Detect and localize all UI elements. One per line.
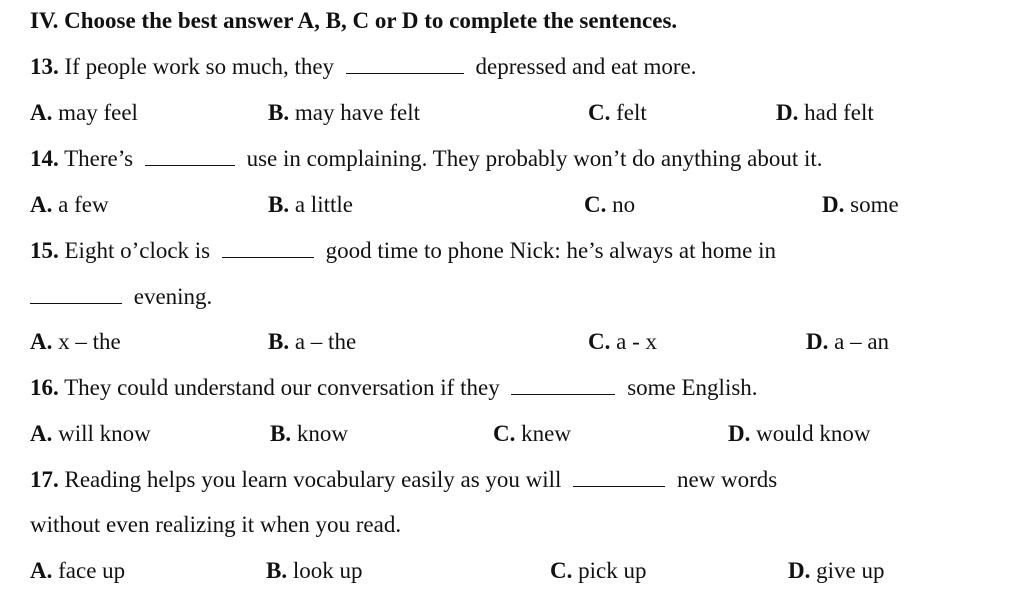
option-14-d[interactable] <box>822 190 899 220</box>
question-number: 15. <box>30 238 59 263</box>
option-14-b[interactable] <box>268 190 353 220</box>
option-text: some <box>850 192 899 217</box>
option-letter: A. <box>30 100 53 125</box>
option-15-b[interactable] <box>268 327 356 357</box>
option-text: pick up <box>578 558 647 583</box>
option-text: knew <box>521 421 571 446</box>
option-letter: B. <box>268 329 290 354</box>
option-text: give up <box>816 558 885 583</box>
question-14 <box>30 144 823 174</box>
option-15-a[interactable] <box>30 327 121 357</box>
question-number: 17. <box>30 467 59 492</box>
question-15-line-2 <box>30 282 212 312</box>
option-13-d[interactable] <box>776 98 874 128</box>
question-text: Reading helps you learn vocabulary easily as you will <box>64 467 562 492</box>
option-letter: B. <box>268 192 290 217</box>
option-letter: D. <box>806 329 829 354</box>
option-letter: D. <box>776 100 799 125</box>
answer-blank <box>346 55 464 74</box>
option-text: a little <box>294 192 353 217</box>
option-text: may feel <box>58 100 138 125</box>
option-letter: C. <box>493 421 516 446</box>
option-letter: A. <box>30 558 53 583</box>
question-number: 14. <box>30 146 59 171</box>
option-17-d[interactable] <box>788 556 884 586</box>
option-14-a[interactable] <box>30 190 109 220</box>
answer-blank <box>145 147 235 166</box>
option-14-c[interactable] <box>584 190 635 220</box>
question-17-line-2: without even realizing it when you read. <box>30 512 402 537</box>
question-text: good time to phone Nick: he’s always at home in <box>325 238 776 263</box>
question-text: some English. <box>627 375 758 400</box>
option-text: felt <box>616 100 647 125</box>
option-text: look up <box>292 558 363 583</box>
question-text: evening. <box>133 284 213 309</box>
option-letter: D. <box>788 558 811 583</box>
option-letter: C. <box>588 100 611 125</box>
option-text: a – an <box>834 329 890 354</box>
question-text: new words <box>676 467 778 492</box>
option-letter: D. <box>728 421 751 446</box>
option-text: will know <box>58 421 151 446</box>
question-text: Eight o’clock is <box>64 238 211 263</box>
section-heading: IV. Choose the best answer A, B, C or D to complete the sentences. <box>30 8 678 33</box>
answer-blank <box>222 239 314 258</box>
answer-blank <box>30 285 122 304</box>
option-15-c[interactable] <box>588 327 657 357</box>
option-letter: A. <box>30 421 53 446</box>
option-13-b[interactable] <box>268 98 420 128</box>
option-letter: A. <box>30 192 53 217</box>
option-16-c[interactable] <box>493 419 571 449</box>
option-letter: B. <box>268 100 290 125</box>
option-text: a – the <box>294 329 357 354</box>
option-16-b[interactable] <box>270 419 348 449</box>
option-text: a few <box>58 192 109 217</box>
option-16-d[interactable] <box>728 419 871 449</box>
option-text: may have felt <box>294 100 421 125</box>
option-13-c[interactable] <box>588 98 647 128</box>
option-17-a[interactable] <box>30 556 125 586</box>
option-text: x – the <box>58 329 121 354</box>
question-text: If people work so much, they <box>64 54 335 79</box>
question-text: They could understand our conversation if they <box>64 375 500 400</box>
option-13-a[interactable] <box>30 98 138 128</box>
question-number: 16. <box>30 375 59 400</box>
option-letter: C. <box>584 192 607 217</box>
question-text: depressed and eat more. <box>475 54 697 79</box>
option-text: know <box>296 421 348 446</box>
question-text: use in complaining. They probably won’t do anything about it. <box>246 146 823 171</box>
question-number: 13. <box>30 54 59 79</box>
question-13 <box>30 52 697 82</box>
option-17-b[interactable] <box>266 556 362 586</box>
option-text: face up <box>58 558 126 583</box>
option-16-a[interactable] <box>30 419 151 449</box>
answer-blank <box>573 468 665 487</box>
option-letter: A. <box>30 329 53 354</box>
option-letter: D. <box>822 192 845 217</box>
answer-blank <box>511 376 615 395</box>
option-17-c[interactable] <box>550 556 646 586</box>
question-15 <box>30 236 776 266</box>
option-letter: C. <box>550 558 573 583</box>
question-text: There’s <box>64 146 134 171</box>
option-15-d[interactable] <box>806 327 889 357</box>
option-letter: B. <box>270 421 292 446</box>
option-text: had felt <box>804 100 874 125</box>
option-letter: C. <box>588 329 611 354</box>
question-16 <box>30 373 758 403</box>
option-text: no <box>612 192 636 217</box>
option-letter: B. <box>266 558 288 583</box>
option-text: would know <box>756 421 871 446</box>
option-text: a - x <box>616 329 657 354</box>
question-17 <box>30 465 777 495</box>
